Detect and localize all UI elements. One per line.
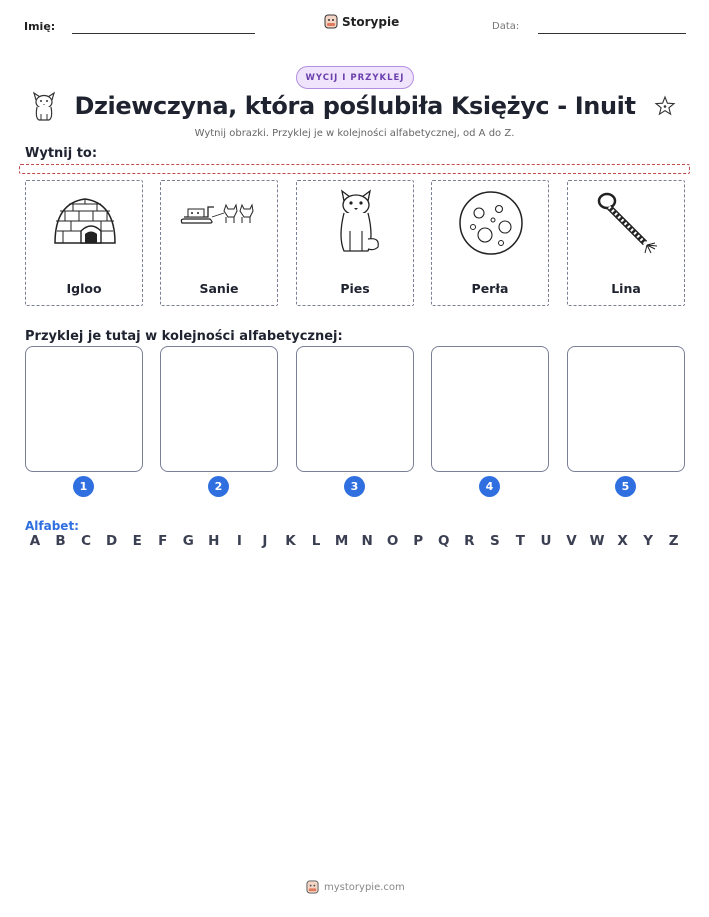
alphabet-letter: J <box>262 533 268 549</box>
slot-number-1: 1 <box>73 476 94 497</box>
cut-card-label: Perła <box>471 281 509 296</box>
footer <box>306 880 405 894</box>
paste-slot-2[interactable] <box>160 346 278 472</box>
name-label: Imię: <box>24 20 56 33</box>
alphabet-letter: U <box>540 533 552 549</box>
slot-number-2: 2 <box>208 476 229 497</box>
alphabet-letter: C <box>81 533 92 549</box>
alphabet-letter: A <box>29 533 41 549</box>
date-line <box>538 33 686 34</box>
alphabet-label: Alfabet: <box>25 519 79 533</box>
sled-icon <box>178 187 262 257</box>
alphabet-letter: G <box>182 533 194 549</box>
paste-slot-3[interactable] <box>296 346 414 472</box>
cut-card-dog[interactable] <box>296 180 414 306</box>
dog-icon <box>314 187 398 257</box>
storypie-mascot-icon <box>324 14 338 29</box>
cut-card-igloo[interactable] <box>25 180 143 306</box>
alphabet-letter: O <box>386 533 399 549</box>
alphabet-letter: E <box>132 533 142 549</box>
alphabet-letter: D <box>106 533 118 549</box>
instructions: Wytnij obrazki. Przyklej je w kolejności alfabetycznej, od A do Z. <box>194 128 515 139</box>
puppy-icon <box>30 90 58 122</box>
slot-number-3: 3 <box>344 476 365 497</box>
alphabet-letter: S <box>489 533 500 549</box>
rope-icon <box>585 187 669 257</box>
pearl-icon <box>449 187 533 257</box>
igloo-icon <box>43 187 127 257</box>
alphabet-letter: W <box>589 533 605 549</box>
alphabet-letter: Z <box>668 533 679 549</box>
slot-number-4: 4 <box>479 476 500 497</box>
name-line <box>72 33 255 34</box>
cut-card-label: Lina <box>611 281 641 296</box>
alphabet-letter: Y <box>643 533 654 549</box>
footer-url[interactable]: mystorypie.com <box>324 881 405 893</box>
cut-card-pearl[interactable] <box>431 180 549 306</box>
alphabet-letter: L <box>311 533 321 549</box>
alphabet-letter: Q <box>438 533 450 549</box>
alphabet-letter: X <box>617 533 628 549</box>
alphabet-letter: H <box>208 533 220 549</box>
alphabet-letter: K <box>285 533 296 549</box>
brand-name: Storypie <box>342 14 400 29</box>
cut-card-label: Igloo <box>66 281 102 296</box>
cut-card-rope[interactable] <box>567 180 685 306</box>
page-title: Dziewczyna, która poślubiła Księżyc - Inuit <box>74 92 636 120</box>
paste-heading: Przyklej je tutaj w kolejności alfabetycznej: <box>25 329 343 344</box>
storypie-mascot-icon <box>306 880 319 894</box>
star-icon <box>654 95 676 117</box>
alphabet-letter: M <box>334 533 349 549</box>
date-label: Data: <box>492 21 520 32</box>
alphabet-letter: R <box>464 533 475 549</box>
slot-number-5: 5 <box>615 476 636 497</box>
alphabet-letter: F <box>158 533 168 549</box>
paste-slot-5[interactable] <box>567 346 685 472</box>
paste-slot-4[interactable] <box>431 346 549 472</box>
cut-line <box>19 164 690 174</box>
cut-card-sled[interactable] <box>160 180 278 306</box>
alphabet-letter: I <box>236 533 242 549</box>
alphabet-row <box>25 533 684 549</box>
brand-logo <box>324 14 399 29</box>
alphabet-letter: P <box>413 533 424 549</box>
cut-card-label: Pies <box>340 281 370 296</box>
cut-card-label: Sanie <box>199 281 239 296</box>
alphabet-letter: B <box>55 533 66 549</box>
activity-badge: WYCIJ I PRZYKLEJ <box>296 66 414 89</box>
cut-heading: Wytnij to: <box>25 146 98 161</box>
alphabet-letter: T <box>515 533 525 549</box>
alphabet-letter: V <box>566 533 577 549</box>
alphabet-letter: N <box>361 533 373 549</box>
paste-slot-1[interactable] <box>25 346 143 472</box>
